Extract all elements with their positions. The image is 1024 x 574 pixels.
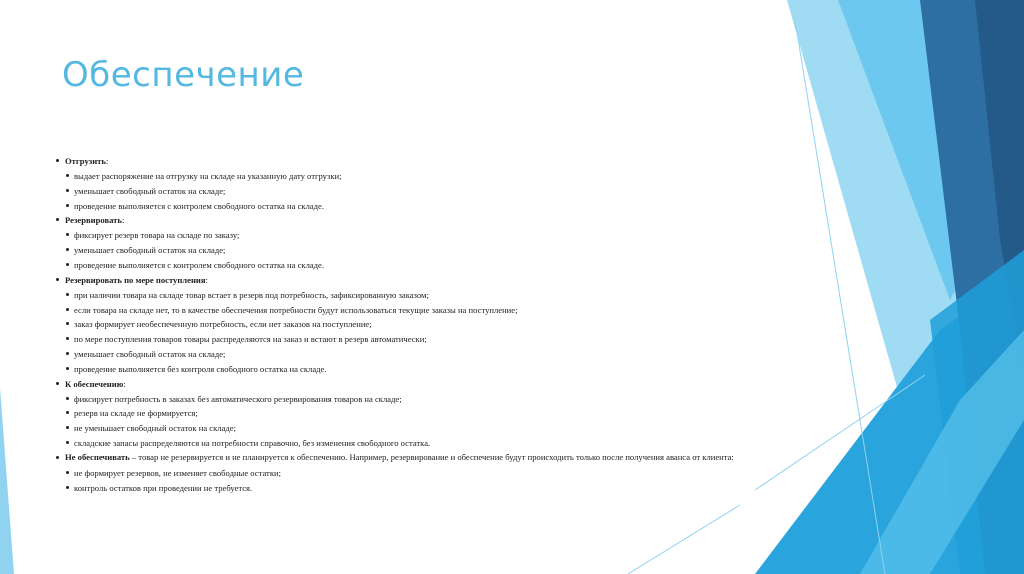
list-section	[56, 453, 746, 493]
list-item: проведение выполняется без контроля свободного остатка на складе.	[56, 364, 746, 374]
section-term: Не обеспечивать	[65, 451, 130, 462]
list-item: если товара на складе нет, то в качестве обеспечения потребности будут использоваться текущие заказы на поступление;	[56, 305, 746, 315]
section-heading	[56, 453, 746, 464]
list-item: выдает распоряжение на отгрузку на складе на указанную дату отгрузки;	[56, 171, 746, 181]
list-item: не формирует резервов, не изменяет свободные остатки;	[56, 468, 746, 478]
list-item: при наличии товара на складе товар встает в резерв под потребность, зафиксированную заказом;	[56, 290, 746, 300]
section-text: – товар не резервируется и не планируется к обеспечению. Например, резервирование и обеспечение будут происходить только после получения аванса от клиента:	[129, 451, 734, 462]
list-item: резерв на складе не формируется;	[56, 408, 746, 418]
list-item: фиксирует потребность в заказах без автоматического резервирования товаров на складе;	[56, 394, 746, 404]
section-heading	[56, 215, 746, 226]
section-heading	[56, 275, 746, 286]
list-item: складские запасы распределяются на потребности справочно, без изменения свободного остатка.	[56, 438, 746, 448]
list-item: уменьшает свободный остаток на складе;	[56, 245, 746, 255]
list-item: контроль остатков при проведении не требуется.	[56, 483, 746, 493]
section-term: Резервировать по мере поступления	[65, 274, 206, 285]
section-term: Резервировать	[65, 215, 122, 226]
list-item: проведение выполняется с контролем свободного остатка на складе.	[56, 201, 746, 211]
list-item: не уменьшает свободный остаток на складе;	[56, 423, 746, 433]
content-list	[56, 156, 746, 497]
list-section	[56, 156, 746, 211]
list-item: проведение выполняется с контролем свободного остатка на складе.	[56, 260, 746, 270]
list-item: заказ формирует необеспеченную потребность, если нет заказов на поступление;	[56, 319, 746, 329]
list-item: по мере поступления товаров товары распределяются на заказ и встают в резерв автоматически;	[56, 334, 746, 344]
section-term: Отгрузить	[65, 156, 106, 166]
slide-title: Обеспечение	[62, 55, 305, 95]
section-heading	[56, 379, 746, 390]
section-heading	[56, 156, 746, 167]
section-text: :	[205, 274, 208, 285]
list-item: уменьшает свободный остаток на складе;	[56, 186, 746, 196]
section-text: :	[121, 215, 125, 226]
decor-left-strip	[0, 388, 14, 574]
section-text: :	[123, 378, 126, 389]
list-item: уменьшает свободный остаток на складе;	[56, 349, 746, 359]
list-item: фиксирует резерв товара на складе по заказу;	[56, 230, 746, 240]
list-section	[56, 379, 746, 448]
section-term: К обеспечению	[65, 378, 124, 389]
list-section	[56, 275, 746, 374]
decor-thin-line-3	[628, 505, 740, 574]
list-section	[56, 215, 746, 270]
section-text: :	[105, 156, 109, 166]
